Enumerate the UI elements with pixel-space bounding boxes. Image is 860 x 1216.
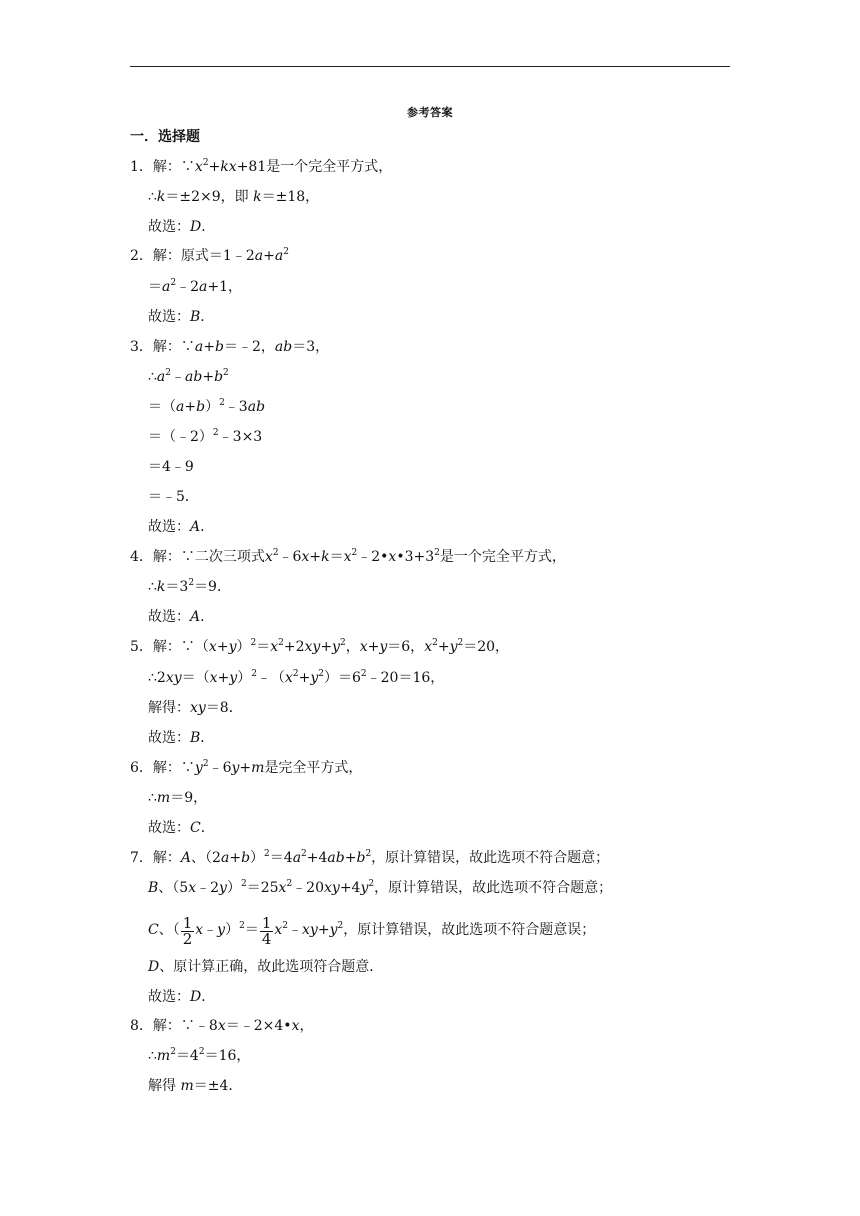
answer-4-choice: 故选：A． [148,609,215,625]
page-title: 参考答案 [407,106,453,119]
section-heading: 一．选择题 [130,129,200,145]
answer-3-line-2: $\therefore a^2﹣ab+b^2$ [148,368,229,385]
answer-7-choice: 故选：D． [148,989,216,1005]
answer-5-line-1: 5．解：$\because(x+y)^2=x^2+2xy+y^2$，x+y＝6，$x^2+y^2=20$， [130,638,510,655]
answer-3-line-6: ＝﹣5． [148,489,199,505]
answer-5-choice: 故选：B． [148,730,215,746]
answer-1-line-2: ∴k＝±2×9，即 k＝±18， [148,189,320,205]
header-rule [130,66,730,67]
answer-1-choice: 故选：D． [148,219,216,235]
answer-8-line-2: $\therefore m^2=4^2=16$， [148,1047,251,1064]
answer-7-option-a: 7．解：A、$(2a+b)^2=4a^2+4ab+b^2$，原计算错误，故此选项不符合题意； [130,849,610,866]
answer-3-line-4: ＝（﹣2）$^2$﹣3×3 [148,428,263,445]
answer-2-choice: 故选：B． [148,309,215,325]
answer-4-line-1: 4．解：∵二次三项式$x^2﹣6x+k=x^2﹣2•x•3+3^2$是一个完全平方式， [130,548,566,565]
answer-4-line-2: $\therefore k=3^2=9$． [148,578,231,595]
answer-7-option-d: D、原计算正确，故此选项符合题意． [148,959,384,975]
answer-3-line-5: ＝4﹣9 [148,459,194,475]
answer-1-line-1: 1．解：$\because x^2+kx+81$是一个完全平方式， [130,158,393,175]
answer-5-line-2: $\therefore 2xy=(x+y)^2﹣(x^2+y^2)=6^2﹣20=16$， [148,669,445,686]
answer-2-line-1: 2．解：原式$=1﹣2a+a^2$ [130,247,289,264]
answer-6-choice: 故选：C． [148,820,215,836]
fraction-one-quarter: $\frac{1}{4}$ [261,914,272,948]
answer-6-line-1: 6．解：$\because y^2﹣6y+m$是完全平方式， [130,759,363,776]
answer-2-line-2: $=a^2﹣2a+1$， [148,278,243,295]
answer-3-line-3: $=(a+b)^2﹣3ab$ [148,398,266,415]
answer-7-option-b: B、$(5x﹣2y)^2=25x^2﹣20xy+4y^2$，原计算错误，故此选项不符合题意； [148,879,613,896]
answer-5-line-3: 解得：xy＝8． [148,700,243,716]
answer-7-option-c: C、（ $\frac{1}{2}$ x﹣y）$^2$＝ $\frac{1}{4}$ $x^2﹣xy+y^2$，原计算错误，故此选项不符合题意误； [148,914,596,948]
fraction-one-half: $\frac{1}{2}$ [182,914,193,948]
answer-8-line-3: 解得 m＝±4． [148,1078,243,1094]
answer-6-line-2: ∴m＝9， [148,790,208,806]
answer-8-line-1: 8．解：∵﹣8x＝﹣2×4•x， [130,1018,314,1034]
answer-3-choice: 故选：A． [148,519,215,535]
answer-3-line-1: 3．解：∵a+b＝﹣2，ab＝3， [130,339,330,355]
